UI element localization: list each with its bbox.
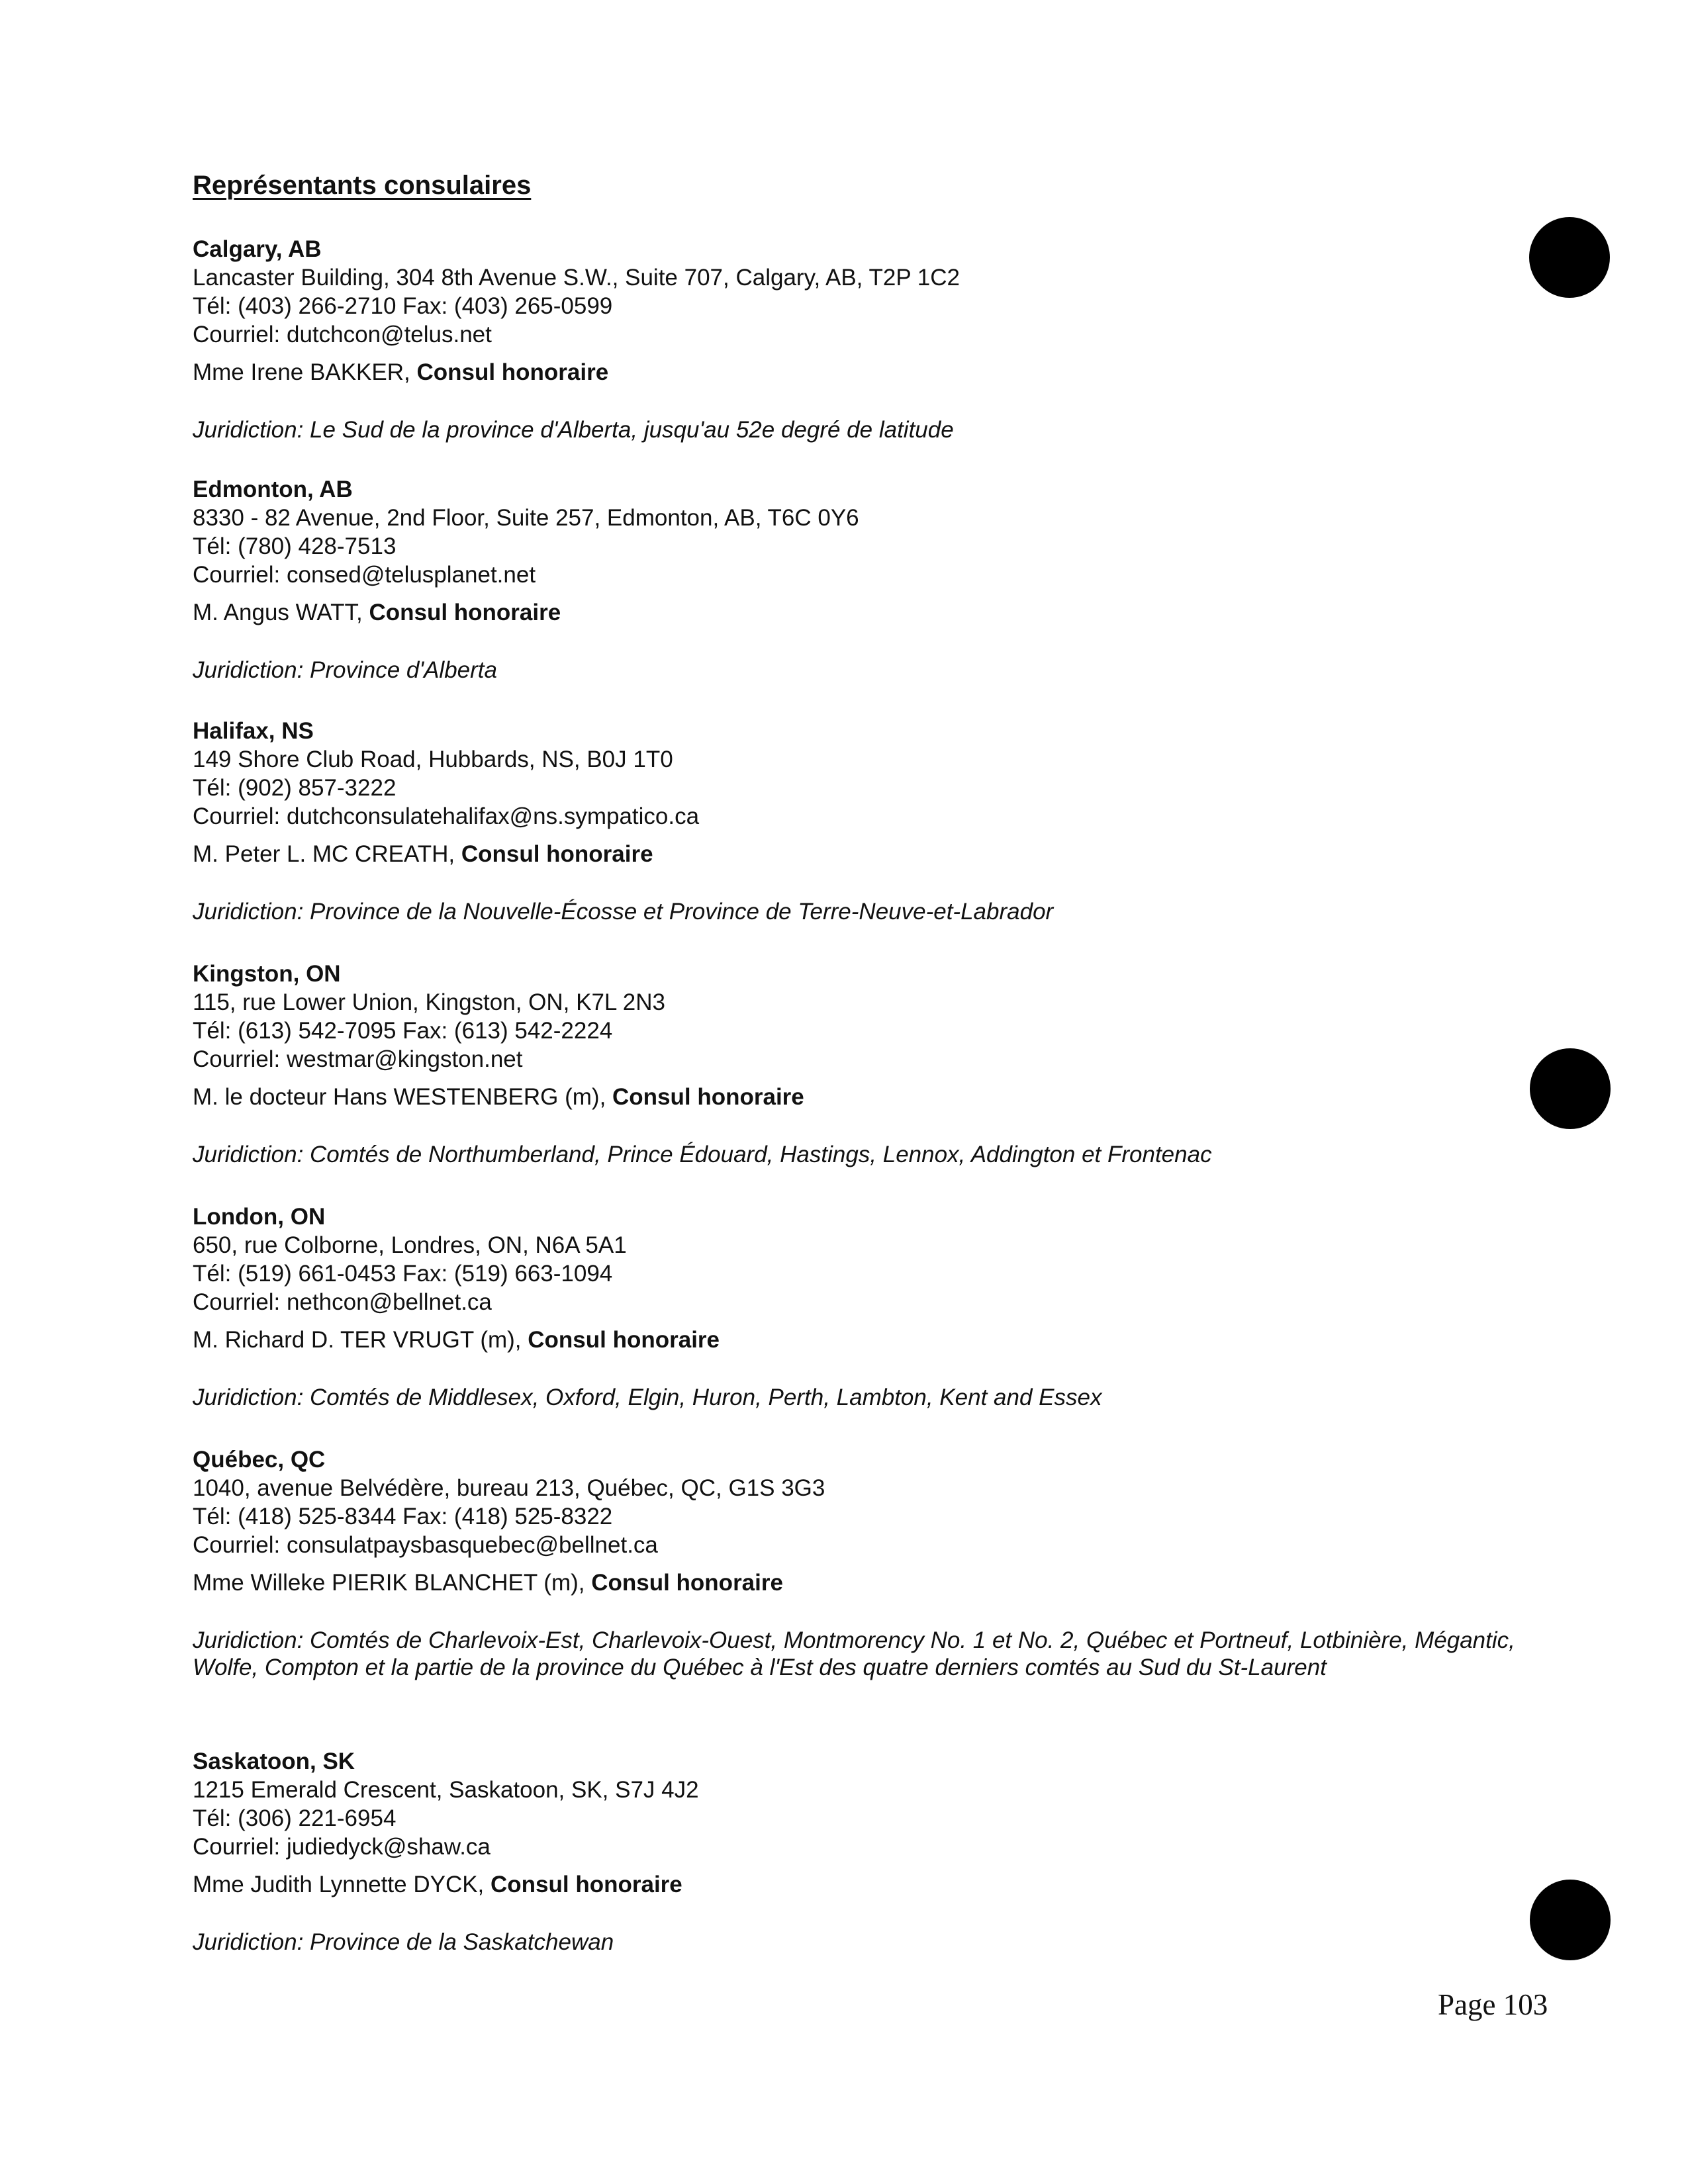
entry-representative <box>193 1870 1517 1899</box>
representative-name: Mme Willeke PIERIK BLANCHET (m), <box>193 1570 592 1596</box>
entry-email: Courriel: dutchconsulatehalifax@ns.sympatico.ca <box>193 803 700 829</box>
entry-address: 115, rue Lower Union, Kingston, ON, K7L 2N3 <box>193 989 666 1015</box>
consulate-entry-london <box>193 1203 1517 1411</box>
entry-phone: Tél: (418) 525-8344 Fax: (418) 525-8322 <box>193 1504 613 1529</box>
representative-title: Consul honoraire <box>461 841 653 867</box>
representative-name: M. le docteur Hans WESTENBERG (m), <box>193 1084 613 1110</box>
entry-representative <box>193 358 1517 387</box>
entry-city: Saskatoon, SK <box>193 1749 355 1774</box>
consulate-entry-edmonton <box>193 475 1517 684</box>
punch-hole-top <box>1529 217 1610 298</box>
entry-phone: Tél: (403) 266-2710 Fax: (403) 265-0599 <box>193 293 613 319</box>
jurisdiction-label: Juridiction: <box>193 1142 310 1167</box>
section-heading: Représentants consulaires <box>193 171 532 200</box>
jurisdiction-label: Juridiction: <box>193 1929 310 1955</box>
entry-jurisdiction <box>193 416 1517 443</box>
entry-jurisdiction <box>193 1627 1517 1681</box>
entry-city: Edmonton, AB <box>193 477 353 502</box>
jurisdiction-text: Province d'Alberta <box>310 657 497 683</box>
jurisdiction-text: Province de la Nouvelle-Écosse et Province de Terre-Neuve-et-Labrador <box>310 899 1054 925</box>
jurisdiction-label: Juridiction: <box>193 417 310 443</box>
representative-name: M. Angus WATT, <box>193 600 369 625</box>
entry-representative <box>193 1326 1517 1354</box>
jurisdiction-label: Juridiction: <box>193 1627 310 1653</box>
entry-address: 8330 - 82 Avenue, 2nd Floor, Suite 257, Edmonton, AB, T6C 0Y6 <box>193 505 859 531</box>
representative-name: M. Peter L. MC CREATH, <box>193 841 461 867</box>
representative-name: Mme Irene BAKKER, <box>193 359 417 385</box>
entry-address: 1040, avenue Belvédère, bureau 213, Québec, QC, G1S 3G3 <box>193 1475 825 1501</box>
punch-hole-bottom <box>1530 1880 1611 1960</box>
entry-jurisdiction <box>193 1929 1517 1956</box>
page-number: Page 103 <box>1438 1988 1548 2021</box>
entry-representative <box>193 598 1517 627</box>
entry-email: Courriel: judiedyck@shaw.ca <box>193 1834 491 1860</box>
representative-title: Consul honoraire <box>369 600 561 625</box>
entry-email: Courriel: westmar@kingston.net <box>193 1046 523 1072</box>
entry-jurisdiction <box>193 898 1517 925</box>
entry-jurisdiction <box>193 657 1517 684</box>
entry-representative <box>193 1569 1517 1597</box>
jurisdiction-label: Juridiction: <box>193 899 310 925</box>
entry-email: Courriel: dutchcon@telus.net <box>193 322 492 347</box>
consulate-entry-kingston <box>193 960 1517 1168</box>
jurisdiction-label: Juridiction: <box>193 657 310 683</box>
entry-address: 149 Shore Club Road, Hubbards, NS, B0J 1T0 <box>193 747 673 772</box>
jurisdiction-text: Province de la Saskatchewan <box>310 1929 614 1955</box>
entry-address: 1215 Emerald Crescent, Saskatoon, SK, S7J 4J2 <box>193 1777 699 1803</box>
entry-phone: Tél: (306) 221-6954 <box>193 1805 397 1831</box>
representative-title: Consul honoraire <box>416 359 609 385</box>
entry-city: Halifax, NS <box>193 718 314 744</box>
consulate-entry-calgary <box>193 235 1517 443</box>
representative-title: Consul honoraire <box>491 1872 682 1897</box>
entry-jurisdiction <box>193 1384 1517 1411</box>
entry-city: Kingston, ON <box>193 961 341 987</box>
representative-title: Consul honoraire <box>528 1327 720 1353</box>
representative-name: Mme Judith Lynnette DYCK, <box>193 1872 491 1897</box>
entry-representative <box>193 1083 1517 1111</box>
entry-email: Courriel: consed@telusplanet.net <box>193 562 536 588</box>
jurisdiction-label: Juridiction: <box>193 1385 310 1410</box>
representative-name: M. Richard D. TER VRUGT (m), <box>193 1327 528 1353</box>
entry-jurisdiction <box>193 1141 1517 1168</box>
entry-phone: Tél: (902) 857-3222 <box>193 775 397 801</box>
entry-phone: Tél: (780) 428-7513 <box>193 533 397 559</box>
entry-city: Québec, QC <box>193 1447 326 1473</box>
entry-address: Lancaster Building, 304 8th Avenue S.W., Suite 707, Calgary, AB, T2P 1C2 <box>193 265 960 291</box>
consulate-entry-saskatoon <box>193 1747 1517 1956</box>
punch-hole-middle <box>1530 1048 1611 1129</box>
jurisdiction-text: Le Sud de la province d'Alberta, jusqu'au 52e degré de latitude <box>310 417 954 443</box>
entry-city: London, ON <box>193 1204 326 1230</box>
entry-email: Courriel: consulatpaysbasquebec@bellnet.ca <box>193 1532 658 1558</box>
entry-address: 650, rue Colborne, Londres, ON, N6A 5A1 <box>193 1232 627 1258</box>
jurisdiction-text: Comtés de Middlesex, Oxford, Elgin, Huron, Perth, Lambton, Kent and Essex <box>310 1385 1102 1410</box>
representative-title: Consul honoraire <box>612 1084 804 1110</box>
entry-phone: Tél: (519) 661-0453 Fax: (519) 663-1094 <box>193 1261 613 1287</box>
representative-title: Consul honoraire <box>591 1570 783 1596</box>
consulate-entry-halifax <box>193 717 1517 925</box>
entry-representative <box>193 840 1517 868</box>
entry-phone: Tél: (613) 542-7095 Fax: (613) 542-2224 <box>193 1018 613 1044</box>
consulate-entry-quebec <box>193 1445 1517 1681</box>
jurisdiction-text: Comtés de Charlevoix-Est, Charlevoix-Ouest, Montmorency No. 1 et No. 2, Québec et Portneuf, Lotbinière, Mégantic, Wolfe, Compton et la partie de la province du Québec à l'Est des quatre derniers comtés au Sud du St-Laurent <box>193 1627 1515 1680</box>
entry-email: Courriel: nethcon@bellnet.ca <box>193 1289 492 1315</box>
jurisdiction-text: Comtés de Northumberland, Prince Édouard, Hastings, Lennox, Addington et Frontenac <box>310 1142 1212 1167</box>
entry-city: Calgary, AB <box>193 236 322 262</box>
